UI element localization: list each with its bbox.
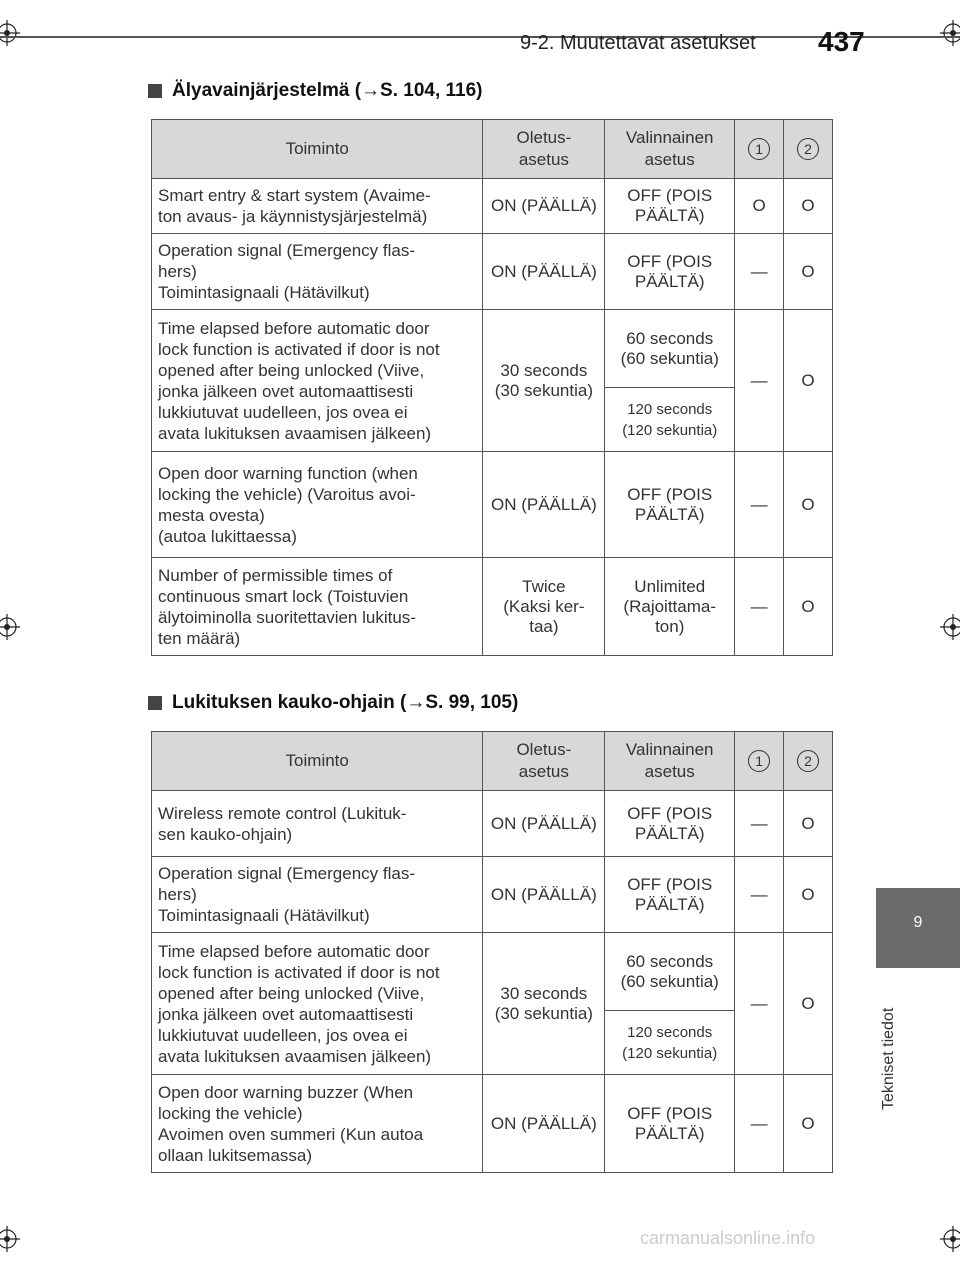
function-cell: Time elapsed before automatic door lock function is activated if door is not opened after being unlocked (Viive, jonka jälkeen ovet automaattisesti lukkiutuvat uudelleen, jos ovea ei avata lukituksen avaamisen jälkeen) [152,933,483,1075]
running-header: 9-2. Muutettavat asetukset [520,32,756,54]
optional-value-cell: OFF (POIS PÄÄLTÄ) [605,791,735,857]
section-heading: Älyavainjärjestelmä (→S. 104, 116) [148,80,483,102]
optional-value-cell: 120 seconds (120 sekuntia) [605,388,735,452]
method1-cell: — [735,452,784,558]
optional-value-cell: Unlimited (Rajoittama- ton) [605,558,735,656]
function-cell: Number of permissible times of continuous smart lock (Toistuvien älytoiminolla suoritettavien lukitus- ten määrä) [152,558,483,656]
method1-cell: — [735,558,784,656]
method1-cell: — [735,234,784,310]
method1-cell: O [735,179,784,234]
default-value-cell: ON (PÄÄLLÄ) [483,791,605,857]
column-header: Oletus- asetus [483,120,605,179]
optional-value-cell: OFF (POIS PÄÄLTÄ) [605,452,735,558]
chapter-label: Tekniset tiedot [880,1007,897,1110]
optional-value-cell: OFF (POIS PÄÄLTÄ) [605,234,735,310]
method1-cell: — [735,933,784,1075]
registration-mark-icon [0,1226,20,1252]
column-header: Oletus- asetus [483,732,605,791]
optional-value-cell: 120 seconds (120 sekuntia) [605,1011,735,1075]
column-header: Valinnainen asetus [605,120,735,179]
default-value-cell: 30 seconds (30 sekuntia) [483,933,605,1075]
page-number: 437 [818,26,865,57]
column-header [735,732,784,791]
optional-value-cell: OFF (POIS PÄÄLTÄ) [605,1075,735,1173]
method2-cell: O [784,1075,833,1173]
default-value-cell: ON (PÄÄLLÄ) [483,234,605,310]
registration-mark-icon [940,1226,960,1252]
watermark: carmanualsonline.info [640,1228,816,1248]
registration-mark-icon [940,614,960,640]
header-rule [0,36,960,38]
function-cell: Time elapsed before automatic door lock function is activated if door is not opened after being unlocked (Viive, jonka jälkeen ovet automaattisesti lukkiutuvat uudelleen, jos ovea ei avata lukituksen avaamisen jälkeen) [152,310,483,452]
function-cell: Smart entry & start system (Avaime- ton avaus- ja käynnistysjärjestelmä) [152,179,483,234]
table-header-row [152,732,833,791]
method2-cell: O [784,558,833,656]
function-cell: Wireless remote control (Lukituk- sen kauko-ohjain) [152,791,483,857]
section-heading: Lukituksen kauko-ohjain (→S. 99, 105) [148,692,518,714]
column-header: Valinnainen asetus [605,732,735,791]
method2-cell: O [784,857,833,933]
column-header [784,732,833,791]
method1-cell: — [735,310,784,452]
default-value-cell: 30 seconds (30 sekuntia) [483,310,605,452]
bullet-square-icon [148,696,162,710]
default-value-cell: ON (PÄÄLLÄ) [483,1075,605,1173]
registration-mark-icon [0,20,20,46]
bullet-square-icon [148,84,162,98]
method2-cell: O [784,234,833,310]
method2-cell: O [784,791,833,857]
chapter-tab: 9 [876,888,960,968]
table-header-row [152,120,833,179]
default-value-cell: ON (PÄÄLLÄ) [483,452,605,558]
function-cell: Open door warning buzzer (When locking the vehicle) Avoimen oven summeri (Kun autoa ollaan lukitsemassa) [152,1075,483,1173]
optional-value-cell: OFF (POIS PÄÄLTÄ) [605,179,735,234]
table-row [152,310,833,388]
method1-cell: — [735,791,784,857]
method2-cell: O [784,933,833,1075]
default-value-cell: ON (PÄÄLLÄ) [483,179,605,234]
table-row [152,179,833,234]
method1-cell: — [735,1075,784,1173]
function-cell: Open door warning function (when locking the vehicle) (Varoitus avoi- mesta ovesta) (autoa lukittaessa) [152,452,483,558]
optional-value-cell: 60 seconds (60 sekuntia) [605,933,735,1011]
optional-value-cell: 60 seconds (60 sekuntia) [605,310,735,388]
table-row [152,234,833,310]
table-row [152,452,833,558]
settings-table [151,119,833,656]
circled-number-icon: 1 [748,138,770,160]
method1-cell: — [735,857,784,933]
registration-mark-icon [940,20,960,46]
column-header [784,120,833,179]
table-row [152,791,833,857]
circled-number-icon: 1 [748,750,770,772]
default-value-cell: ON (PÄÄLLÄ) [483,857,605,933]
method2-cell: O [784,310,833,452]
registration-mark-icon [0,614,20,640]
settings-table [151,731,833,1173]
table-row [152,1075,833,1173]
function-cell: Operation signal (Emergency flas- hers) Toimintasignaali (Hätävilkut) [152,857,483,933]
column-header: Toiminto [152,120,483,179]
circled-number-icon: 2 [797,138,819,160]
table-row [152,933,833,1011]
table-row [152,558,833,656]
method2-cell: O [784,179,833,234]
function-cell: Operation signal (Emergency flas- hers) Toimintasignaali (Hätävilkut) [152,234,483,310]
optional-value-cell: OFF (POIS PÄÄLTÄ) [605,857,735,933]
table-row [152,857,833,933]
column-header [735,120,784,179]
column-header: Toiminto [152,732,483,791]
default-value-cell: Twice (Kaksi ker- taa) [483,558,605,656]
method2-cell: O [784,452,833,558]
circled-number-icon: 2 [797,750,819,772]
